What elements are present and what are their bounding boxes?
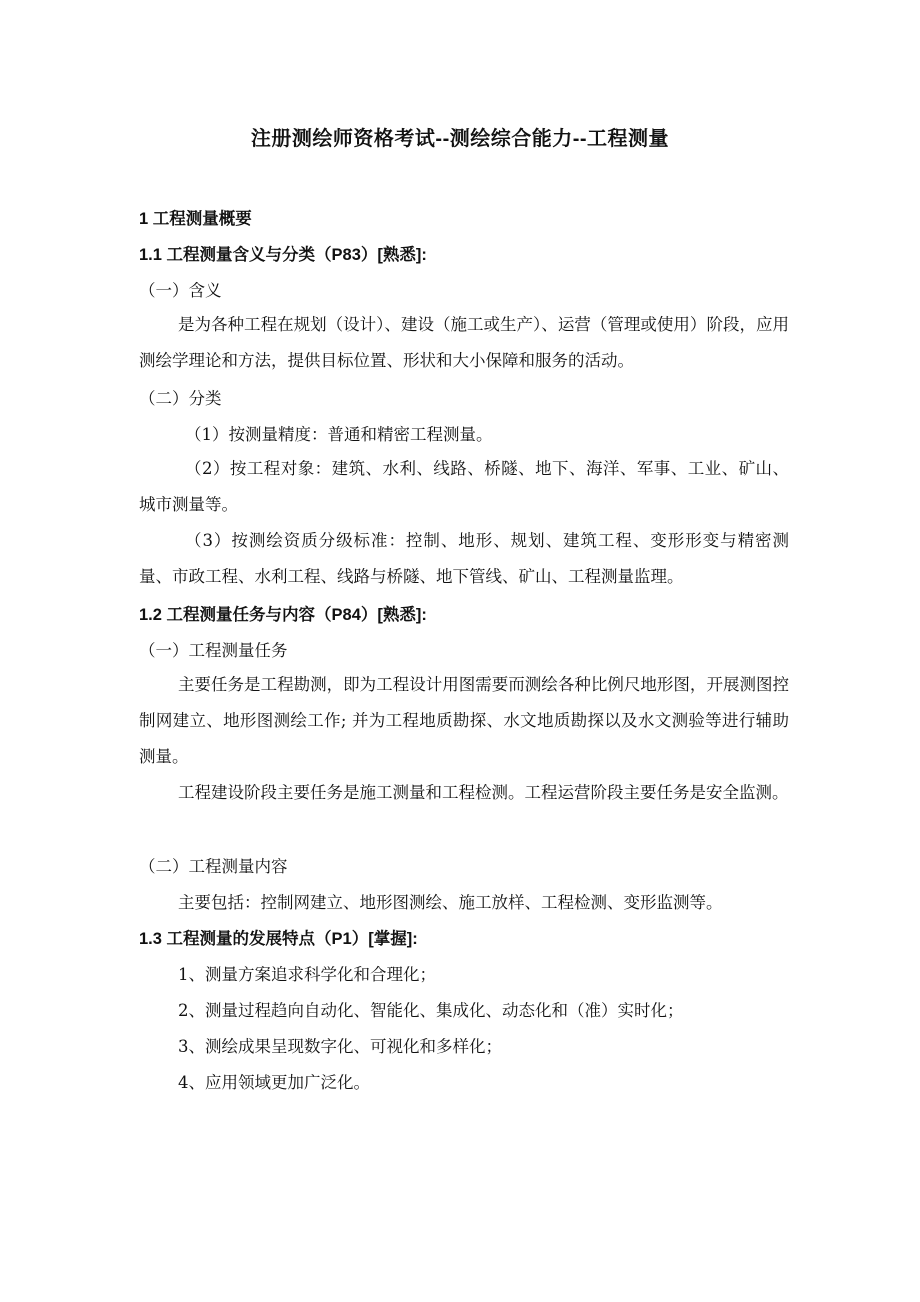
list-item-qualification: （3）按测绘资质分级标准：控制、地形、规划、建筑工程、变形形变与精密测量、市政工程、水利工程、线路与桥隧、地下管线、矿山、工程测量监理。	[139, 531, 789, 586]
paragraph-meaning: 是为各种工程在规划（设计）、建设（施工或生产）、运营（管理或使用）阶段，应用测绘学理论和方法，提供目标位置、形状和大小保障和服务的活动。	[139, 315, 789, 370]
section-heading-1-1: 1.1 工程测量含义与分类（P83）[熟悉]:	[139, 246, 427, 264]
section-heading-1-2: 1.2 工程测量任务与内容（P84）[熟悉]:	[139, 606, 427, 624]
paragraph-task-1: 主要任务是工程勘测，即为工程设计用图需要而测绘各种比例尺地形图，开展测图控制网建立、地形图测绘工作; 并为工程地质勘探、水文地质勘探以及水文测验等进行辅助测量。	[139, 675, 789, 766]
document-title: 注册测绘师资格考试--测绘综合能力--工程测量	[250, 128, 670, 150]
subsection-label-content: （二）工程测量内容	[139, 857, 288, 876]
paragraph-content: 主要包括：控制网建立、地形图测绘、施工放样、工程检测、变形监测等。	[178, 893, 723, 912]
list-item-precision: （1）按测量精度：普通和精密工程测量。	[185, 425, 493, 444]
list-item-object: （2）按工程对象：建筑、水利、线路、桥隧、地下、海洋、军事、工业、矿山、城市测量等。	[139, 459, 789, 514]
subsection-label-classification: （二）分类	[139, 389, 222, 408]
section-heading-1: 1 工程测量概要	[139, 210, 252, 228]
list-item: 2、测量过程趋向自动化、智能化、集成化、动态化和（准）实时化；	[178, 1001, 684, 1020]
paragraph-task-2: 工程建设阶段主要任务是施工测量和工程检测。工程运营阶段主要任务是安全监测。	[178, 783, 789, 802]
section-heading-1-3: 1.3 工程测量的发展特点（P1）[掌握]:	[139, 930, 418, 948]
list-item: 4、应用领域更加广泛化。	[178, 1073, 370, 1092]
subsection-label-meaning: （一）含义	[139, 281, 222, 300]
list-item: 3、测绘成果呈现数字化、可视化和多样化；	[178, 1037, 502, 1056]
list-item: 1、测量方案追求科学化和合理化；	[178, 965, 436, 984]
subsection-label-task: （一）工程测量任务	[139, 641, 288, 660]
